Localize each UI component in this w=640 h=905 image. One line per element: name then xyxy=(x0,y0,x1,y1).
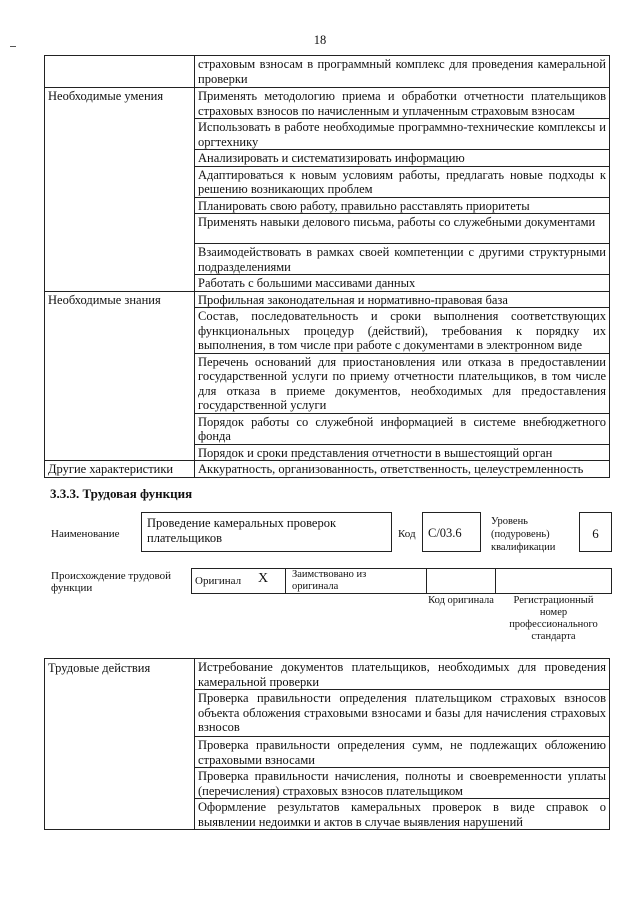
origin-label: Происхождение трудовой функции xyxy=(51,570,172,594)
table-row xyxy=(45,56,610,88)
row-desc: Планировать свою работу, правильно расставлять приоритеты xyxy=(195,197,610,214)
table-row xyxy=(45,291,610,308)
skills-knowledge-table xyxy=(44,55,610,478)
function-name: Проведение камеральных проверок плательщиков xyxy=(141,512,392,552)
labor-action-item: Истребование документов плательщиков, необходимых для проведения камеральной проверки xyxy=(195,659,610,690)
borrowed-label: Заимствовано из оригинала xyxy=(292,569,367,592)
original-label: Оригинал xyxy=(195,575,242,587)
reg-number-caption: Регистрационный номер профессионального стандарта xyxy=(509,595,598,642)
labor-actions-table xyxy=(44,658,610,830)
labor-actions-label: Трудовые действия xyxy=(45,659,195,830)
page-number: 18 xyxy=(313,33,327,47)
labor-action-item: Проверка правильности начисления, полноты и своевременности уплаты (перечисления) страховых взносов плательщиком xyxy=(195,768,610,799)
row-desc: Порядок работы со служебной информацией в системе внебюджетного фонда xyxy=(195,413,610,444)
row-desc: Аккуратность, организованность, ответственность, целеустремленность xyxy=(195,461,610,478)
row-desc: Анализировать и систематизировать информацию xyxy=(195,150,610,167)
table-row xyxy=(45,461,610,478)
qualification-level: 6 xyxy=(579,512,612,552)
function-code: C/03.6 xyxy=(422,512,481,552)
row-desc: Порядок и сроки представления отчетности в вышестоящий орган xyxy=(195,444,610,461)
row-desc: Работать с большими массивами данных xyxy=(195,275,610,292)
labor-action-item: Проверка правильности определения плательщиком страховых взносов объекта обложения страховыми взносами и базы для начисления страховых взносов xyxy=(195,690,610,737)
row-label xyxy=(45,56,195,88)
row-desc: Состав, последовательность и сроки выполнения соответствующих функциональных процедур (действий), требования к порядку их выполнения, в том числе при работе с документами в электронном виде xyxy=(195,308,610,354)
original-mark: X xyxy=(258,571,269,586)
reg-number-cell xyxy=(495,568,612,594)
row-desc: Применять навыки делового письма, работы со служебными документами xyxy=(195,214,610,244)
row-desc: Перечень оснований для приостановления или отказа в предоставлении государственной услуги по приему отчетности плательщиков, в том числе для отказа в приеме документов, необходимых для предоставления государственной услуги xyxy=(195,353,610,413)
level-label: Уровень (подуровень) квалификации xyxy=(491,516,556,553)
row-desc: Применять методологию приема и обработки отчетности плательщиков страховых взносов по начисленным и уплаченным страховым взносам xyxy=(195,88,610,119)
code-original-cell xyxy=(426,568,496,594)
labor-action-item: Оформление результатов камеральных проверок в виде справок о выявлении недоимки и актов в случае выявления нарушений xyxy=(195,799,610,830)
row-desc: Профильная законодательная и нормативно-правовая база xyxy=(195,291,610,308)
name-label: Наименование xyxy=(51,528,120,540)
row-label-skills: Необходимые умения xyxy=(45,88,195,292)
code-label: Код xyxy=(398,528,416,540)
labor-action-item: Проверка правильности определения сумм, не подлежащих обложению страховыми взносами xyxy=(195,737,610,768)
table-row xyxy=(45,659,610,690)
code-original-caption: Код оригинала xyxy=(428,595,494,606)
section-title: 3.3.3. Трудовая функция xyxy=(50,486,193,501)
row-label-other: Другие характеристики xyxy=(45,461,195,478)
row-desc: Взаимодействовать в рамках своей компетенции с другими структурными подразделениями xyxy=(195,244,610,275)
row-desc: страховым взносам в программный комплекс для проведения камеральной проверки xyxy=(195,56,610,88)
row-desc: Адаптироваться к новым условиям работы, предлагать новые подходы к решению возникающих проблем xyxy=(195,166,610,197)
row-label-knowledge: Необходимые знания xyxy=(45,291,195,461)
table-row xyxy=(45,88,610,119)
row-desc: Использовать в работе необходимые программно-технические комплексы и оргтехнику xyxy=(195,119,610,150)
